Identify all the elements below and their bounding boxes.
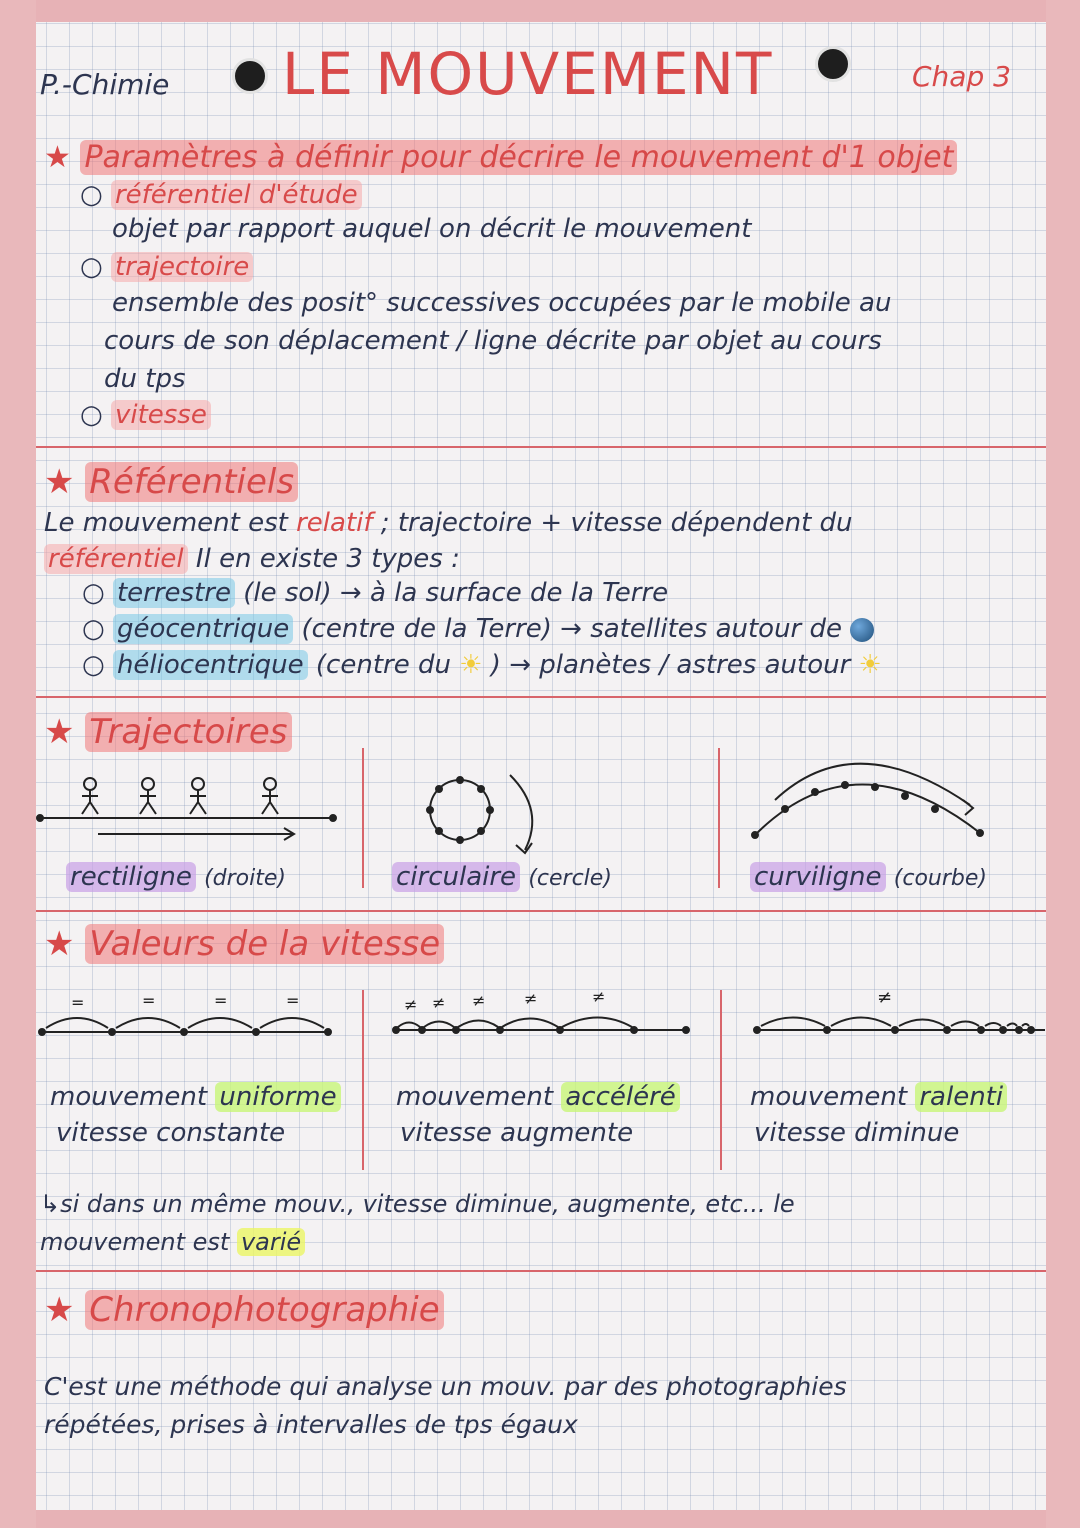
term-circulaire: circulaire (392, 862, 520, 892)
punch-hole-left (232, 58, 268, 94)
star-icon: ★ (44, 1290, 75, 1330)
text-segment: (centre de la Terre) → satellites autour de (301, 614, 843, 644)
speed-case-uniform-desc: vitesse constante (56, 1118, 286, 1148)
section-chrono-title (44, 1290, 444, 1330)
bullet-circle-icon: ○ (80, 252, 103, 282)
section-chrono-text: Chronophotographie (85, 1290, 443, 1330)
text-segment: mouvement (396, 1082, 554, 1112)
term-varie: varié (237, 1228, 305, 1256)
list-item (82, 578, 668, 608)
referentiels-intro-line1 (44, 508, 853, 538)
curvilinear-trajectory-diagram (745, 745, 995, 845)
section-parameters-text: Paramètres à définir pour décrire le mouvement d'1 objet (80, 140, 957, 175)
right-margin (1046, 0, 1080, 1528)
text-segment: Le mouvement est (44, 508, 288, 538)
section-divider (36, 446, 1046, 448)
not-equal-sign: ≠ (472, 991, 486, 1010)
param-term-vitesse: vitesse (111, 400, 211, 430)
person-icon (82, 778, 98, 814)
list-item (82, 650, 882, 680)
speed-case-accelerated-desc: vitesse augmente (400, 1118, 634, 1148)
section-trajectoires-title (44, 712, 292, 752)
chrono-definition-line1: C'est une méthode qui analyse un mouv. par des photographies (44, 1372, 847, 1401)
speed-case-slowed (750, 1082, 1007, 1112)
text-segment: Il en existe 3 types : (195, 544, 460, 574)
text-segment: (le sol) → à la surface de la Terre (243, 578, 669, 608)
speed-case-slowed-desc: vitesse diminue (754, 1118, 960, 1148)
list-item (80, 252, 253, 282)
chrono-definition-line2: répétées, prises à intervalles de tps égaux (44, 1410, 578, 1439)
circular-trajectory-diagram (410, 765, 560, 865)
chapter-label: Chap 3 (912, 60, 1011, 93)
subject-label: P.-Chimie (40, 68, 170, 101)
sun-icon: ☀ (459, 650, 483, 680)
text-segment: mouvement est (40, 1228, 230, 1256)
bullet-circle-icon: ○ (80, 180, 103, 210)
text-segment: ; trajectoire + vitesse dépendent du (380, 508, 853, 538)
star-icon: ★ (44, 140, 71, 175)
column-separator (718, 748, 720, 888)
not-equal-sign: ≠ (432, 993, 446, 1012)
page-bottom-band (0, 1510, 1080, 1528)
note-courbe: (courbe) (893, 866, 987, 891)
person-icon (140, 778, 156, 814)
referentiel-geocentrique: géocentrique (113, 614, 293, 644)
bullet-circle-icon: ○ (80, 400, 103, 430)
section-referentiels-text: Référentiels (85, 462, 298, 502)
section-referentiels-title (44, 462, 298, 502)
sun-icon: ☀ (858, 650, 882, 680)
accelerated-motion-diagram (394, 987, 694, 1040)
star-icon: ★ (44, 462, 75, 502)
section-parameters-title (44, 140, 957, 175)
not-equal-sign: ≠ (877, 987, 893, 1008)
earth-icon (850, 618, 874, 642)
decelerated-motion-diagram (755, 985, 1050, 1040)
param-definition-line: cours de son déplacement / ligne décrite par objet au cours (104, 326, 882, 356)
text-segment: mouvement (750, 1082, 908, 1112)
referentiel-heliocentrique: héliocentrique (113, 650, 308, 680)
list-item (82, 614, 874, 644)
list-item (80, 400, 211, 430)
speed-case-uniform (50, 1082, 341, 1112)
trajectory-label-curviligne (750, 862, 987, 892)
punch-hole-right (815, 46, 851, 82)
speed-case-accelerated (396, 1082, 680, 1112)
term-accelere: accéléré (561, 1082, 679, 1112)
param-term-trajectoire: trajectoire (111, 252, 253, 282)
text-segment: ) → planètes / astres autour (490, 650, 851, 680)
left-margin (0, 0, 36, 1528)
keyword-referentiel: référentiel (44, 544, 188, 574)
column-separator (362, 748, 364, 888)
list-item (80, 180, 362, 210)
section-divider (36, 910, 1046, 912)
referentiels-intro-line2 (44, 544, 460, 574)
section-divider (36, 696, 1046, 698)
term-ralenti: ralenti (915, 1082, 1007, 1112)
star-icon: ★ (44, 924, 75, 964)
term-rectiligne: rectiligne (66, 862, 196, 892)
column-separator (720, 990, 722, 1170)
keyword-relatif: relatif (296, 508, 373, 538)
equal-sign: = (71, 993, 85, 1012)
person-icon (262, 778, 278, 814)
column-separator (362, 990, 364, 1170)
term-curviligne: curviligne (750, 862, 886, 892)
equal-sign: = (286, 991, 300, 1010)
section-divider (36, 1270, 1046, 1272)
bullet-circle-icon: ○ (82, 578, 105, 608)
param-term-referentiel: référentiel d'étude (111, 180, 362, 210)
not-equal-sign: ≠ (592, 987, 606, 1006)
equal-sign: = (214, 991, 228, 1010)
person-icon (190, 778, 206, 814)
note-droite: (droite) (204, 866, 287, 891)
param-definition-line: ensemble des posit° successives occupées par le mobile au (112, 288, 892, 318)
uniform-motion-diagram (40, 992, 340, 1042)
section-vitesse-text: Valeurs de la vitesse (85, 924, 444, 964)
section-trajectoires-text: Trajectoires (85, 712, 291, 752)
bullet-circle-icon: ○ (82, 614, 105, 644)
text-segment: mouvement (50, 1082, 208, 1112)
page-title: LE MOUVEMENT (282, 40, 774, 108)
speed-note-line1: ↳si dans un même mouv., vitesse diminue, augmente, etc... le (40, 1190, 795, 1218)
rectilinear-trajectory-diagram (38, 770, 348, 850)
text-segment: (centre du (315, 650, 451, 680)
referentiel-terrestre: terrestre (113, 578, 235, 608)
not-equal-sign: ≠ (404, 995, 418, 1014)
page-top-band (0, 0, 1080, 22)
section-vitesse-title (44, 924, 444, 964)
note-cercle: (cercle) (528, 866, 612, 891)
speed-note-line2 (40, 1228, 305, 1256)
param-definition-line: du tps (104, 364, 186, 394)
trajectory-label-rectiligne (66, 862, 286, 892)
param-definition-referentiel: objet par rapport auquel on décrit le mouvement (112, 214, 752, 244)
term-uniforme: uniforme (215, 1082, 340, 1112)
equal-sign: = (142, 991, 156, 1010)
star-icon: ★ (44, 712, 75, 752)
trajectory-label-circulaire (392, 862, 612, 892)
not-equal-sign: ≠ (524, 989, 538, 1008)
bullet-circle-icon: ○ (82, 650, 105, 680)
